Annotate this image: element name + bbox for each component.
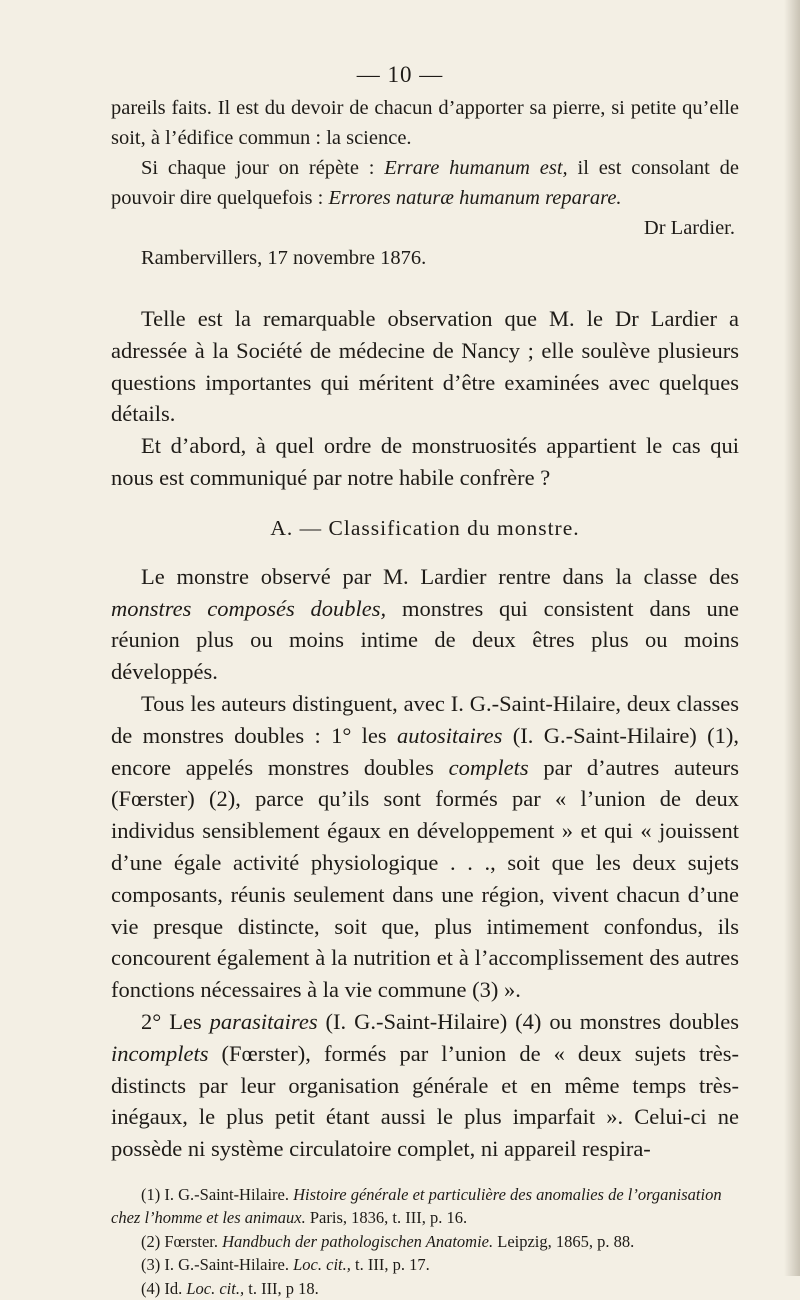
- term-complets: complets: [448, 754, 529, 780]
- letter-p2-text: Si chaque jour on répète :: [141, 157, 385, 179]
- letter-excerpt: [111, 93, 739, 273]
- letter-paragraph-2: [111, 153, 739, 213]
- term-autositaires: autositaires: [397, 722, 503, 748]
- body-paragraph-5: [111, 1006, 739, 1165]
- term-incomplets: incomplets: [111, 1040, 209, 1066]
- footnote-1-title: Histoire générale et particulière des anomalies de l’organisation chez l’homme et les animaux.: [111, 1184, 722, 1228]
- p3-text-end: monstres qui consistent dans une réunion plus ou moins intime de deux êtres plus ou moins développés.: [111, 595, 739, 685]
- p4-text-a: Tous les auteurs distinguent, avec I. G.-Saint-Hilaire, deux classes de monstres doubles : 1° les: [111, 690, 739, 748]
- footnote-3-author: (3) I. G.-Saint-Hilaire.: [141, 1255, 294, 1275]
- footnote-4-ref: t. III, p 18.: [244, 1278, 319, 1298]
- section-heading: A. — Classification du monstre.: [270, 515, 580, 540]
- latin-quote-1: Errare humanum est,: [384, 157, 568, 179]
- body-paragraph-4: [111, 688, 739, 1006]
- footnote-2: [111, 1230, 739, 1254]
- signature-row: [111, 213, 739, 243]
- p4-text-c: par d’autres auteurs (Fœrster) (2), parce qu’ils sont formés par « l’union de deux individus sensiblement égaux en développement » et qui « jouissent d’une égale activité physiologique . . ., soit que les deux sujets composants, réunis seulement dans une région, vivent chacun d’une vie presque distincte, soit que, plus intimement confondus, ils concourent également à la nutrition et à l’accomplissement des autres fonctions nécessaires à la vie commune (3) ».: [111, 754, 739, 1003]
- body-paragraph-2: Et d’abord, à quel ordre de monstruosités appartient le cas qui nous est communiqué par notre habile confrère ?: [111, 433, 739, 490]
- footnote-1-author: (1) I. G.-Saint-Hilaire.: [141, 1184, 294, 1204]
- footnote-2-title: Handbuch der pathologischen Anatomie.: [222, 1231, 494, 1251]
- footnotes: [111, 1183, 739, 1300]
- letter-p2-text-mid: il est consolant de pouvoir dire quelquefois :: [111, 157, 739, 209]
- footnote-3-title: Loc. cit.,: [293, 1255, 351, 1275]
- footnote-3-ref: t. III, p. 17.: [350, 1255, 430, 1275]
- p3-term: monstres composés doubles,: [111, 595, 387, 621]
- p5-text-b: (I. G.-Saint-Hilaire) (4) ou monstres doubles: [317, 1008, 740, 1034]
- signature: Dr Lardier.: [643, 217, 735, 239]
- letter-paragraph-1: pareils faits. Il est du devoir de chacun d’apporter sa pierre, si petite qu’elle soit, à l’édifice commun : la science.: [111, 97, 739, 149]
- latin-quote-2: Errores naturæ humanum reparare.: [328, 187, 622, 209]
- footnote-1: [111, 1183, 739, 1230]
- page-number: — 10 —: [356, 62, 444, 87]
- text-column: [111, 93, 739, 1300]
- footnote-2-ref: Leipzig, 1865, p. 88.: [493, 1231, 635, 1251]
- p4-text-b: (I. G.-Saint-Hilaire) (1), encore appelés monstres doubles: [111, 722, 739, 780]
- term-parasitaires: parasitaires: [209, 1008, 318, 1034]
- page-edge-shadow: [784, 0, 800, 1276]
- footnote-1-ref: Paris, 1836, t. III, p. 16.: [305, 1208, 468, 1228]
- main-text: [111, 303, 739, 1165]
- body-paragraph-3: [111, 561, 739, 688]
- p5-text-c: (Fœrster), formés par l’union de « deux sujets très-distincts par leur organisation générale et en même temps très-inégaux, le plus petit étant aussi le plus imparfait ». Celui-ci ne possède ni système circulatoire complet, ni appareil respira-: [111, 1040, 739, 1162]
- body-paragraph-1: Telle est la remarquable observation que M. le Dr Lardier a adressée à la Société de médecine de Nancy ; elle soulève plusieurs questions importantes qui méritent d’être examinées avec quelques détails.: [111, 306, 739, 427]
- place-date: Rambervillers, 17 novembre 1876.: [141, 247, 427, 269]
- footnote-3: [111, 1253, 739, 1277]
- footnote-4-title: Loc. cit.,: [186, 1278, 245, 1298]
- p5-text-a: 2° Les: [141, 1008, 210, 1034]
- footnote-2-author: (2) Fœrster.: [141, 1231, 223, 1251]
- footnote-4: [111, 1277, 739, 1300]
- footnote-4-author: (4) Id.: [141, 1278, 187, 1298]
- p3-text: Le monstre observé par M. Lardier rentre dans la classe des: [141, 563, 739, 589]
